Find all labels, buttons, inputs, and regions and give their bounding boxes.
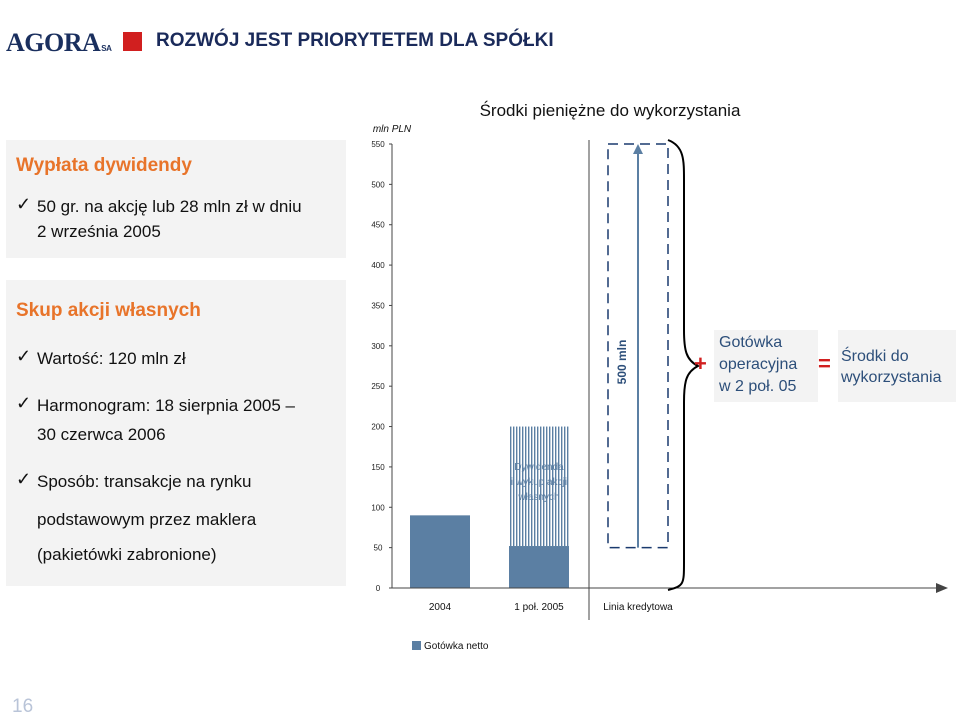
page-title: ROZWÓJ JEST PRIORYTETEM DLA SPÓŁKI (156, 30, 554, 51)
credit-line-label: 500 mln (615, 339, 629, 385)
buyback-schedule-line-1: Harmonogram: 18 sierpnia 2005 – (37, 396, 295, 415)
buyback-method-line-2: podstawowym przez maklera (37, 510, 257, 529)
dividend-line-1: 50 gr. na akcję lub 28 mln zł w dniu (37, 197, 302, 216)
y-tick-label: 50 (373, 543, 383, 553)
bar-segment-label: Dywidenda (514, 462, 564, 473)
plus-sign: + (694, 351, 707, 376)
logo-suffix: SA (101, 44, 112, 53)
x-tick-label: 1 poł. 2005 (514, 602, 564, 613)
buyback-schedule-line-2: 30 czerwca 2006 (37, 425, 166, 444)
bar-segment-label: własnych (518, 492, 560, 503)
y-tick-label: 500 (371, 180, 385, 190)
operating-cash-line-1: Gotówka (719, 334, 783, 351)
result-box (838, 330, 956, 402)
y-tick-label: 300 (371, 341, 385, 351)
y-tick-label: 150 (371, 462, 385, 472)
bars-group (410, 427, 569, 588)
bar-cash-net (509, 546, 569, 588)
y-tick-label: 0 (375, 584, 381, 593)
y-tick-label: 550 (371, 140, 385, 149)
y-tick-label: 450 (371, 220, 385, 230)
page-number: 16 (12, 696, 34, 717)
credit-line-arrowhead-icon (633, 144, 643, 154)
check-icon: ✓ (16, 469, 32, 489)
buyback-value: Wartość: 120 mln zł (37, 349, 186, 368)
y-axis (371, 140, 392, 593)
result-line-1: Środki do (841, 348, 909, 365)
bar-segment-label: i wykup akcji (510, 477, 568, 488)
buyback-title: Skup akcji własnych (16, 300, 201, 321)
check-icon: ✓ (16, 346, 32, 366)
check-icon: ✓ (16, 194, 32, 214)
x-tick-label: 2004 (428, 602, 452, 613)
y-tick-label: 250 (371, 382, 385, 392)
check-icon: ✓ (16, 393, 32, 413)
y-tick-label: 200 (371, 422, 385, 432)
chart-title: Środki pieniężne do wykorzystania (479, 101, 741, 120)
operating-cash-line-2: operacyjna (719, 356, 798, 373)
legend-swatch (412, 641, 421, 650)
bar-cash-net (410, 515, 470, 588)
credit-line-group (608, 144, 668, 548)
y-tick-label: 100 (371, 503, 385, 513)
x-axis-arrow-icon (936, 583, 948, 593)
y-tick-label: 400 (371, 261, 385, 271)
chart-unit-label: mln PLN (372, 124, 412, 135)
result-line-2: wykorzystania (841, 369, 942, 386)
y-tick-label: 350 (371, 301, 385, 311)
x-tick-label: Linia kredytowa (603, 602, 673, 613)
dividend-title: Wypłata dywidendy (16, 155, 192, 176)
dividend-line-2: 2 września 2005 (37, 222, 161, 241)
equals-sign: = (818, 351, 831, 376)
operating-cash-line-3: w 2 poł. 05 (719, 378, 797, 395)
legend-label: Gotówka netto (424, 641, 489, 652)
buyback-method-line-1: Sposób: transakcje na rynku (37, 472, 252, 491)
buyback-method-line-3: (pakietówki zabronione) (37, 545, 217, 564)
logo-text: AGORA (6, 28, 101, 57)
